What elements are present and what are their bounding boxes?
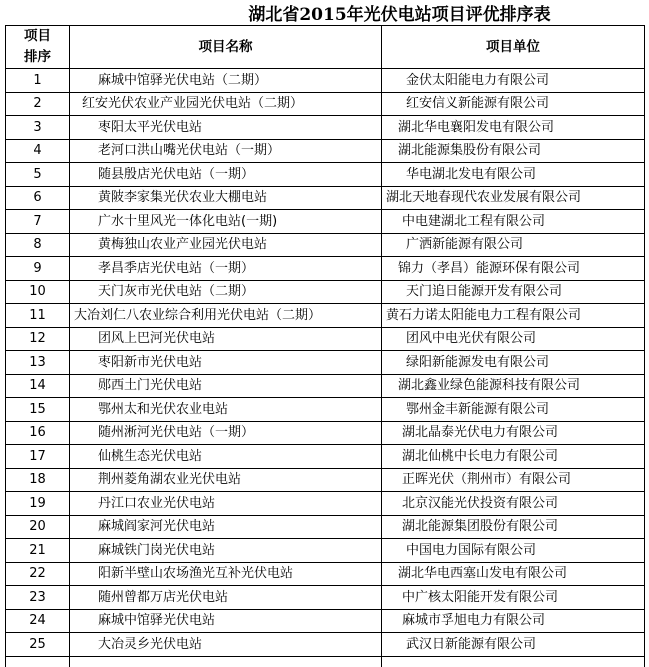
row-project-name: 红安光伏农业产业园光伏电站（二期）	[70, 92, 382, 116]
row-project-name: 仙桃生态光伏电站	[70, 445, 382, 469]
row-no: 23	[6, 586, 70, 610]
row-project-unit: 湖北仙桃中长电力有限公司	[382, 445, 645, 469]
row-no: 11	[6, 304, 70, 328]
table-row	[6, 304, 645, 328]
table-header-row	[6, 26, 645, 69]
row-project-unit: 中广核太阳能开发有限公司	[382, 586, 645, 610]
table-row	[6, 492, 645, 516]
row-no: 20	[6, 515, 70, 539]
row-project-unit: 绿阳新能源发电有限公司	[382, 351, 645, 375]
row-no: 14	[6, 374, 70, 398]
table-row	[6, 186, 645, 210]
row-project-unit: 麻城市孚旭电力有限公司	[382, 609, 645, 633]
row-project-unit: 中电建湖北工程有限公司	[382, 210, 645, 234]
row-project-name: 随州淅河光伏电站（一期）	[70, 421, 382, 445]
row-project-unit: 湖北华电襄阳发电有限公司	[382, 116, 645, 140]
row-project-name	[70, 656, 382, 667]
row-no: 15	[6, 398, 70, 422]
row-project-unit: 黄石力诺太阳能电力工程有限公司	[382, 304, 645, 328]
row-no: 13	[6, 351, 70, 375]
row-no: 21	[6, 539, 70, 563]
table-row	[6, 163, 645, 187]
table-row	[6, 210, 645, 234]
row-project-name: 麻城中馆驿光伏电站（二期）	[70, 69, 382, 93]
row-project-unit: 湖北晶泰光伏电力有限公司	[382, 421, 645, 445]
row-no: 8	[6, 233, 70, 257]
row-project-name: 荆州菱角湖农业光伏电站	[70, 468, 382, 492]
header-project-name: 项目名称	[70, 26, 382, 69]
row-project-unit: 武汉日新能源有限公司	[382, 633, 645, 657]
table-row	[6, 398, 645, 422]
row-project-name: 广水十里风光一体化电站(一期)	[70, 210, 382, 234]
row-no: 1	[6, 69, 70, 93]
row-project-name: 大冶刘仁八农业综合利用光伏电站（二期）	[70, 304, 382, 328]
row-no	[6, 656, 70, 667]
row-no: 25	[6, 633, 70, 657]
table-row	[6, 633, 645, 657]
table-row	[6, 609, 645, 633]
table-row	[6, 233, 645, 257]
row-project-unit: 广洒新能源有限公司	[382, 233, 645, 257]
row-project-unit: 湖北华电西塞山发电有限公司	[382, 562, 645, 586]
row-project-name: 丹江口农业光伏电站	[70, 492, 382, 516]
row-project-unit: 湖北能源集团股份有限公司	[382, 515, 645, 539]
table-row	[6, 351, 645, 375]
row-project-unit: 北京汉能光伏投资有限公司	[382, 492, 645, 516]
row-project-name: 黄陂李家集光伏农业大棚电站	[70, 186, 382, 210]
row-project-unit: 正晖光伏（荆州市）有限公司	[382, 468, 645, 492]
row-project-name: 麻城中馆驿光伏电站	[70, 609, 382, 633]
table-row	[6, 116, 645, 140]
row-project-name: 枣阳新市光伏电站	[70, 351, 382, 375]
row-project-name: 枣阳太平光伏电站	[70, 116, 382, 140]
row-no: 24	[6, 609, 70, 633]
ranking-table	[5, 25, 645, 667]
table-row	[6, 445, 645, 469]
row-project-name: 天门灰市光伏电站（二期）	[70, 280, 382, 304]
row-project-unit: 湖北鑫业绿色能源科技有限公司	[382, 374, 645, 398]
row-no: 19	[6, 492, 70, 516]
row-no: 6	[6, 186, 70, 210]
row-no: 2	[6, 92, 70, 116]
row-no: 10	[6, 280, 70, 304]
row-project-name: 黄梅独山农业产业园光伏电站	[70, 233, 382, 257]
row-no: 9	[6, 257, 70, 281]
row-project-name: 随县殷店光伏电站（一期）	[70, 163, 382, 187]
row-project-unit: 华电湖北发电有限公司	[382, 163, 645, 187]
row-project-name: 郧西土门光伏电站	[70, 374, 382, 398]
row-no: 5	[6, 163, 70, 187]
header-rank-line1: 项目	[24, 28, 51, 44]
row-project-name: 麻城铁门岗光伏电站	[70, 539, 382, 563]
row-project-unit	[382, 656, 645, 667]
row-no: 22	[6, 562, 70, 586]
row-project-name: 阳新半壁山农场渔光互补光伏电站	[70, 562, 382, 586]
table-row	[6, 539, 645, 563]
table-row	[6, 421, 645, 445]
row-project-unit: 团风中电光伏有限公司	[382, 327, 645, 351]
table-row	[6, 374, 645, 398]
table-row	[6, 562, 645, 586]
row-no: 4	[6, 139, 70, 163]
row-project-unit: 天门追日能源开发有限公司	[382, 280, 645, 304]
row-project-name: 团风上巴河光伏电站	[70, 327, 382, 351]
page-title: 湖北省2015年光伏电站项目评优排序表	[248, 5, 551, 25]
table-row	[6, 139, 645, 163]
table-row	[6, 257, 645, 281]
header-project-unit: 项目单位	[382, 26, 645, 69]
row-project-unit: 湖北天地春现代农业发展有限公司	[382, 186, 645, 210]
row-project-unit: 红安信义新能源有限公司	[382, 92, 645, 116]
row-project-name: 随州曾都万店光伏电站	[70, 586, 382, 610]
row-project-name: 大冶灵乡光伏电站	[70, 633, 382, 657]
header-rank	[6, 26, 70, 69]
header-rank-line2: 排序	[24, 49, 51, 65]
table-row	[6, 280, 645, 304]
row-project-name: 鄂州太和光伏农业电站	[70, 398, 382, 422]
row-no: 12	[6, 327, 70, 351]
row-project-unit: 金伏太阳能电力有限公司	[382, 69, 645, 93]
row-project-unit: 锦力（孝昌）能源环保有限公司	[382, 257, 645, 281]
table-row	[6, 586, 645, 610]
row-no: 18	[6, 468, 70, 492]
row-project-unit: 中国电力国际有限公司	[382, 539, 645, 563]
row-project-name: 麻城阎家河光伏电站	[70, 515, 382, 539]
row-no: 3	[6, 116, 70, 140]
table-row	[6, 327, 645, 351]
table-row	[6, 515, 645, 539]
row-no: 17	[6, 445, 70, 469]
table-row	[6, 92, 645, 116]
table-row-cut-off	[6, 656, 645, 667]
row-no: 7	[6, 210, 70, 234]
table-row	[6, 468, 645, 492]
row-project-unit: 鄂州金丰新能源有限公司	[382, 398, 645, 422]
row-project-unit: 湖北能源集股份有限公司	[382, 139, 645, 163]
table-row	[6, 69, 645, 93]
row-project-name: 孝昌季店光伏电站（一期）	[70, 257, 382, 281]
row-no: 16	[6, 421, 70, 445]
row-project-name: 老河口洪山嘴光伏电站（一期）	[70, 139, 382, 163]
